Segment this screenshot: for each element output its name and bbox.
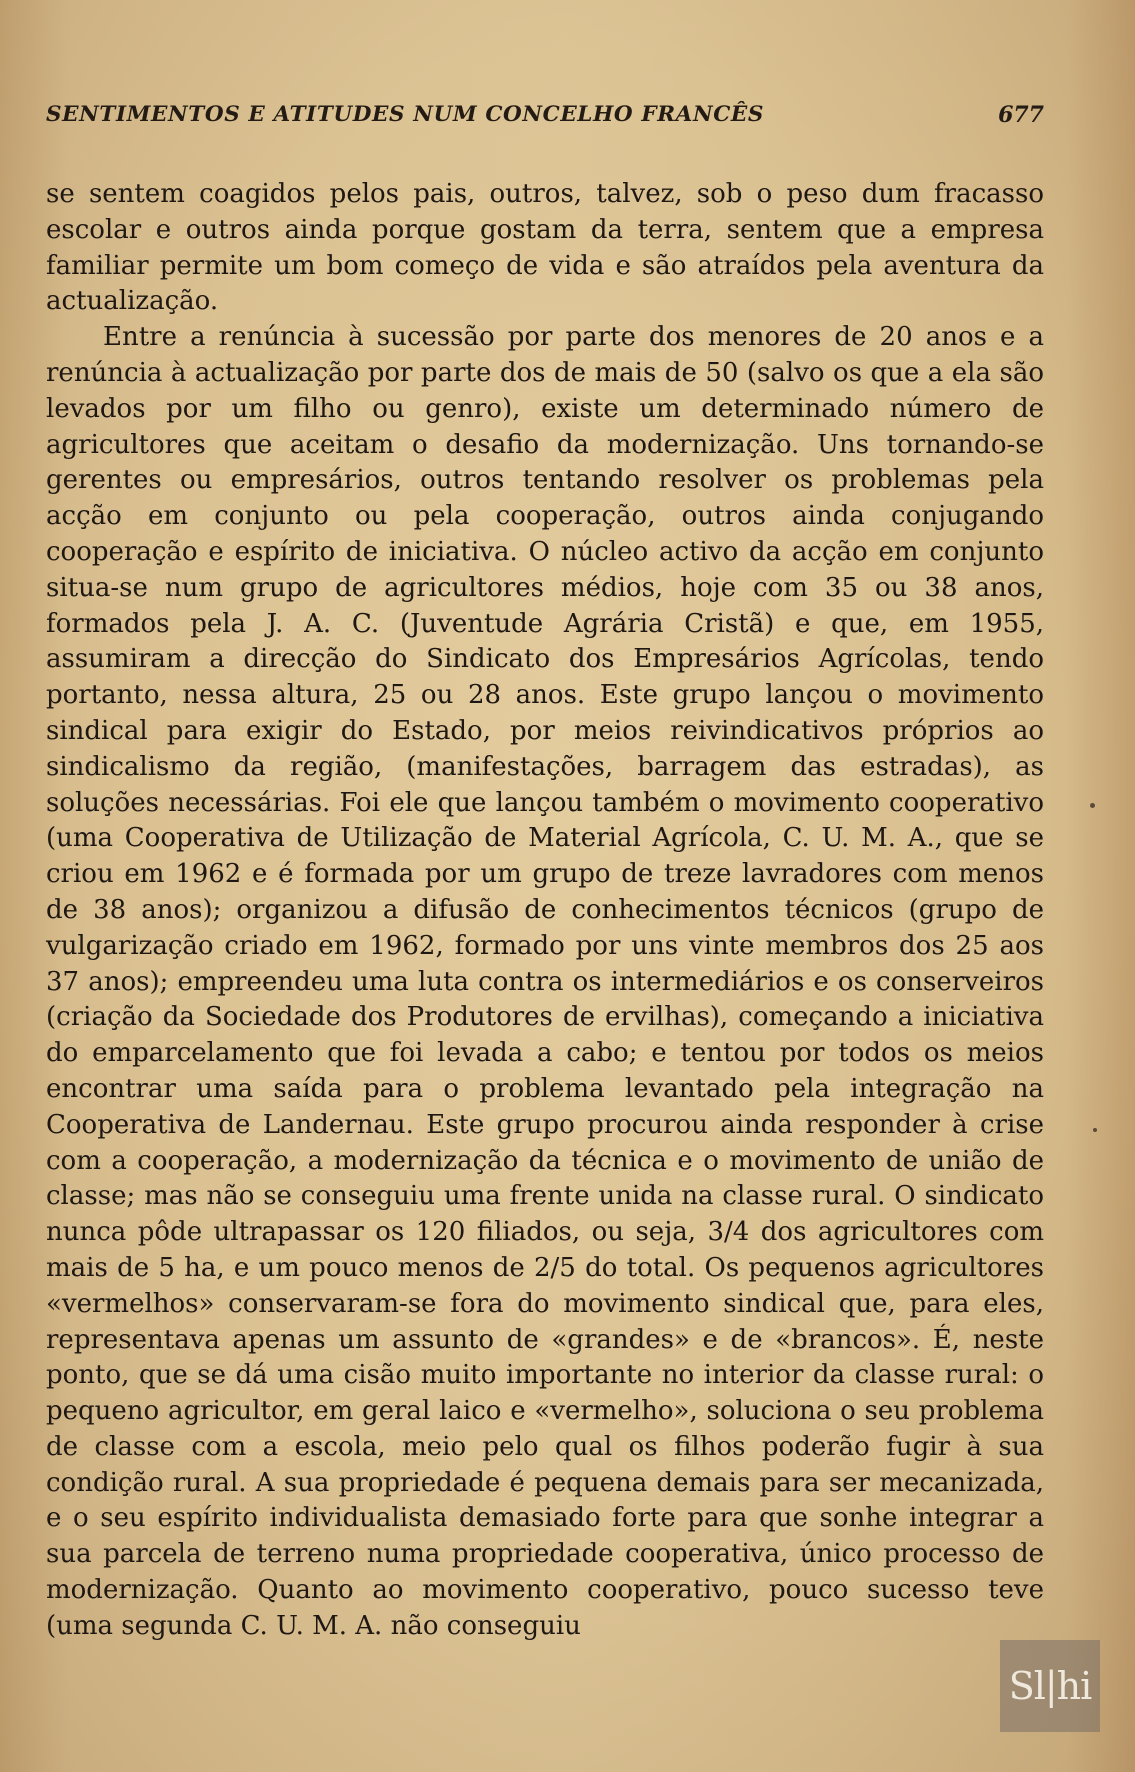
paragraph: Entre a renúncia à sucessão por parte dos menores de 20 anos e a renúncia à actualização por parte dos de mais de 50 (salvo os que a ela são levados por um filho ou genro), existe um determinado número de agricultores que aceitam o desafio da modernização. Uns tornando-se gerentes ou empresários, outros tentando resolver os problemas pela acção em conjunto ou pela cooperação, outros ainda conjugando cooperação e espírito de iniciativa. O núcleo activo da acção em conjunto situa-se num grupo de agricultores médios, hoje com 35 ou 38 anos, formados pela J. A. C. (Juventude Agrária Cristã) e que, em 1955, assumiram a direcção do Sindicato dos Empresários Agrícolas, tendo portanto, nessa altura, 25 ou 28 anos. Este grupo lançou o movimento sindical para exigir do Estado, por meios reivindicativos próprios ao sindicalismo da região, (manifestações, barragem das estradas), as soluções necessárias. Foi ele que lançou também o movimento cooperativo (uma Cooperativa de Utilização de Material Agrícola, C. U. M. A., que se criou em 1962 e é formada por um grupo de treze lavradores com menos de 38 anos); organizou a difusão de conhecimentos técnicos (grupo de vulgarização criado em 1962, formado por uns vinte membros dos 25 aos 37 anos); empreendeu uma luta contra os intermediários e os conserveiros (criação da Sociedade dos Produtores de ervilhas), começando a iniciativa do emparcelamento que foi levada a cabo; e tentou por todos os meios encontrar uma saída para o problema levantado pela integração na Cooperativa de Landernau. Este grupo procurou ainda responder à crise com a cooperação, a modernização da técnica e o movimento de união de classe; mas não se conseguiu uma frente unida na classe rural. O sindicato nunca pôde ultrapassar os 120 filiados, ou seja, 3/4 dos agricultores com mais de 5 ha, e um pouco menos de 2/5 do total. Os pequenos agricultores «vermelhos» conservaram-se fora do movimento sindical que, para eles, representava apenas um assunto de «grandes» e de «brancos». É, neste ponto, que se dá uma cisão muito importante no interior da classe rural: o pequeno agricultor, em geral laico e «vermelho», soluciona o seu problema de classe com a escola, meio pelo qual os filhos poderão fugir à sua condição rural. A sua propriedade é pequena demais para ser mecanizada, e o seu espírito individualista demasiado forte para que sonhe integrar a sua parcela de terreno numa propriedade cooperativa, único processo de modernização. Quanto ao movimento cooperativo, pouco sucesso teve (uma segunda C. U. M. A. não conseguiu xyxy=(46,322,1044,1641)
body-text xyxy=(46,177,1044,1645)
archive-watermark-logo xyxy=(1000,1640,1100,1732)
ink-speck xyxy=(1093,1128,1097,1132)
ink-speck xyxy=(1090,803,1095,808)
paragraph-continuation: se sentem coagidos pelos pais, outros, talvez, sob o peso dum fracasso escolar e outros ainda porque gostam da terra, sentem que a empresa familiar permite um bom começo de vida e são atraídos pela aventura da actualização. xyxy=(46,179,1044,317)
page-number: 677 xyxy=(998,102,1044,128)
page-header xyxy=(46,102,1044,138)
watermark-text: Sl|hi xyxy=(1008,1664,1092,1708)
running-head: SENTIMENTOS E ATITUDES NUM CONCELHO FRANCÊS xyxy=(46,102,765,127)
